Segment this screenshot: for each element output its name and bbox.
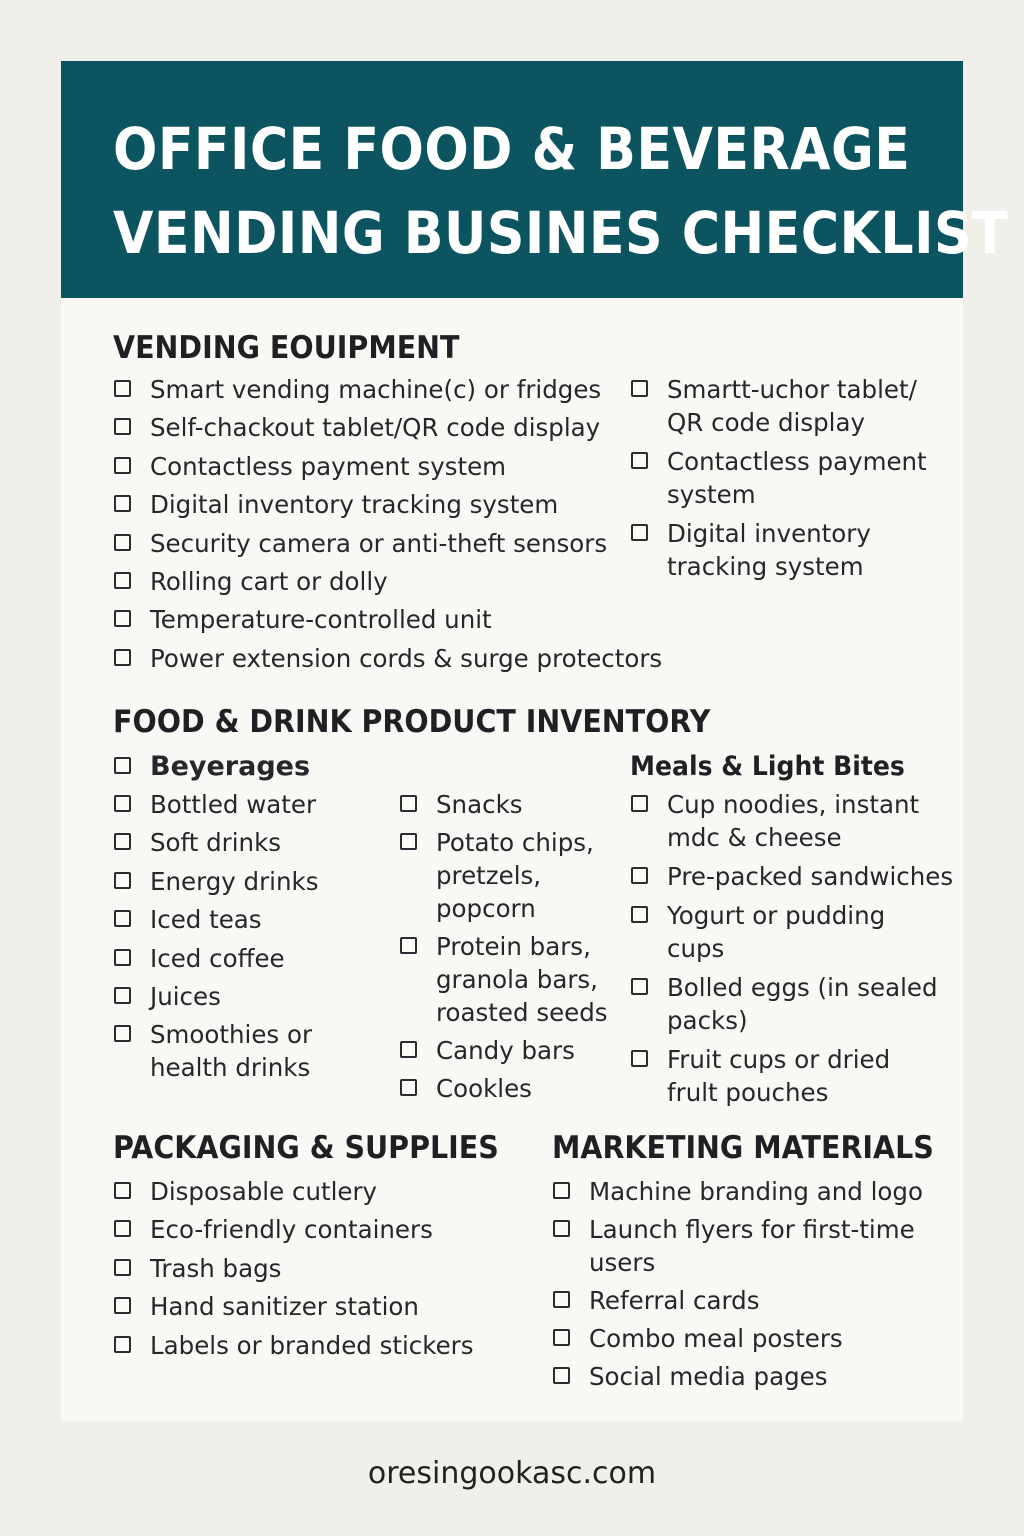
beverages-heading xyxy=(113,750,310,783)
checkbox[interactable] xyxy=(114,1182,131,1199)
checklist-item-label: Smart vending machine(c) or fridges xyxy=(150,375,602,404)
checklist-item-label: packs) xyxy=(667,1006,748,1035)
checklist-item-label: Protein bars, xyxy=(436,932,591,961)
checklist-item-label: popcorn xyxy=(436,894,536,923)
checkbox[interactable] xyxy=(553,1367,570,1384)
checklist-item-label: Yogurt or pudding xyxy=(667,901,886,930)
checklist-item-label: Soft drinks xyxy=(150,828,282,858)
checklist-item-label: Temperature-controlled unit xyxy=(150,605,492,635)
vending-equipment-list-secondary xyxy=(630,373,927,583)
checkbox[interactable] xyxy=(114,1025,131,1042)
checklist-item xyxy=(113,411,662,444)
checklist-item-label: Self-chackout tablet/QR code display xyxy=(150,413,601,443)
checklist-item xyxy=(113,826,318,859)
checklist-item xyxy=(552,1322,923,1355)
checklist-item xyxy=(113,980,318,1013)
checklist-item xyxy=(113,1252,474,1285)
section-title-vending-equipment: VENDING EOUIPMENT xyxy=(113,330,460,366)
checklist-item xyxy=(399,1034,608,1067)
checklist-item xyxy=(113,450,662,483)
vending-equipment-list xyxy=(113,373,662,675)
checklist-item-label: Digital inventory tracking system xyxy=(150,490,559,520)
checkbox[interactable] xyxy=(114,1336,131,1353)
checklist-item xyxy=(113,373,662,406)
checklist-item-label: Bolled eggs (in sealed xyxy=(667,973,938,1002)
checklist-item-label: Potato chips, xyxy=(436,828,594,857)
snacks-list xyxy=(399,788,608,1105)
checklist-item xyxy=(630,1043,953,1109)
meals-heading: Meals & Light Bites xyxy=(630,751,905,782)
checklist-item xyxy=(113,1018,318,1084)
checkbox[interactable] xyxy=(114,610,131,627)
checkbox[interactable] xyxy=(114,380,131,397)
checkbox[interactable] xyxy=(114,872,131,889)
checklist-item-label: pretzels, xyxy=(436,861,542,890)
checklist-item xyxy=(113,1329,474,1362)
checkbox[interactable] xyxy=(114,833,131,850)
title-banner xyxy=(61,61,1009,298)
checkbox[interactable] xyxy=(631,452,648,469)
checkbox[interactable] xyxy=(114,1220,131,1237)
checklist-item xyxy=(113,565,662,598)
title-line-1: OFFICE FOOD & BEVERAGE xyxy=(113,115,911,183)
checklist-item xyxy=(113,642,662,675)
checklist-item-label: Referral cards xyxy=(589,1286,760,1315)
checkbox[interactable] xyxy=(114,757,131,774)
checklist-item xyxy=(552,1175,923,1208)
checklist-item-label: Contactless payment system xyxy=(150,451,507,481)
checklist-item xyxy=(113,488,662,521)
checklist-item-label: Pre-packed sandwiches xyxy=(667,862,954,891)
website-footer: oresingookasc.com xyxy=(367,1456,657,1491)
checkbox[interactable] xyxy=(114,910,131,927)
checkbox[interactable] xyxy=(114,1259,131,1276)
checkbox[interactable] xyxy=(114,1297,131,1314)
checkbox[interactable] xyxy=(114,987,131,1004)
checklist-item xyxy=(113,750,310,783)
checkbox[interactable] xyxy=(631,524,648,541)
checklist-item-label: Beyerages xyxy=(150,751,311,782)
checklist-item-label: tracking system xyxy=(667,552,864,581)
checkbox[interactable] xyxy=(400,833,417,850)
checklist-item-label: Smoothies or xyxy=(150,1020,313,1050)
meals-list xyxy=(630,788,953,1109)
checklist-item-label: Launch flyers for first-time xyxy=(589,1215,915,1244)
checklist-item-label: Labels or branded stickers xyxy=(150,1330,474,1360)
checklist-item-label: health drinks xyxy=(150,1053,311,1083)
checklist-item-label: users xyxy=(589,1248,656,1277)
checkbox[interactable] xyxy=(114,795,131,812)
checklist-item-label: Candy bars xyxy=(436,1036,575,1065)
checklist-item xyxy=(630,899,953,965)
checklist-item xyxy=(399,1072,608,1105)
checklist-item-label: Snacks xyxy=(436,790,523,819)
checklist-item xyxy=(552,1284,923,1317)
checklist-item-label: Fruit cups or dried xyxy=(667,1045,891,1074)
checklist-item-label: granola bars, xyxy=(436,965,598,994)
checklist-item-label: Disposable cutlery xyxy=(150,1177,378,1206)
checkbox[interactable] xyxy=(114,649,131,666)
checklist-item-label: Iced teas xyxy=(150,905,262,935)
checklist-item-label: Bottled water xyxy=(150,790,317,819)
checkbox[interactable] xyxy=(631,906,648,923)
checklist-item xyxy=(113,1213,474,1246)
section-title-packaging: PACKAGING & SUPPLIES xyxy=(113,1130,499,1166)
checklist-item xyxy=(113,788,318,821)
checklist-item-label: system xyxy=(667,480,756,509)
checkbox[interactable] xyxy=(400,937,417,954)
checklist-item-label: Security camera or anti-theft sensors xyxy=(150,528,608,558)
checkbox[interactable] xyxy=(631,978,648,995)
checklist-item xyxy=(113,1175,474,1208)
checklist-item xyxy=(552,1360,923,1393)
checkbox[interactable] xyxy=(114,572,131,589)
checklist-item-label: Social media pages xyxy=(589,1362,828,1391)
checkbox[interactable] xyxy=(631,867,648,884)
checklist-item xyxy=(113,603,662,636)
checkbox[interactable] xyxy=(553,1291,570,1308)
checklist-item xyxy=(630,860,953,893)
checklist-item-label: Combo meal posters xyxy=(589,1324,843,1353)
checklist-item-label: Cookles xyxy=(436,1074,532,1103)
checklist-item-label: Juices xyxy=(150,981,221,1011)
checklist-item-label: QR code display xyxy=(667,408,865,437)
title-line-2: VENDING BUSINES CHECKLIST xyxy=(113,199,1009,267)
packaging-list xyxy=(113,1175,474,1362)
checklist-item-label: Iced coffee xyxy=(150,943,285,973)
checkbox[interactable] xyxy=(114,418,131,435)
checklist-item-label: Digital inventory xyxy=(667,519,871,548)
checkbox[interactable] xyxy=(114,457,131,474)
checkbox[interactable] xyxy=(631,380,648,397)
beverages-list xyxy=(113,788,318,1084)
checklist-item-label: Power extension cords & surge protectors xyxy=(150,643,663,673)
checkbox[interactable] xyxy=(114,949,131,966)
checklist-item xyxy=(630,517,927,583)
checklist-item-label: Cup noodies, instant xyxy=(667,790,920,819)
checklist-item xyxy=(399,930,608,1029)
checklist-item xyxy=(399,826,608,925)
checkbox[interactable] xyxy=(553,1220,570,1237)
checklist-item-label: Machine branding and logo xyxy=(589,1177,923,1206)
checkbox[interactable] xyxy=(114,534,131,551)
marketing-list xyxy=(552,1175,923,1393)
checklist-item xyxy=(113,942,318,975)
checkbox[interactable] xyxy=(114,495,131,512)
checkbox[interactable] xyxy=(400,1079,417,1096)
checklist-item-label: Rolling cart or dolly xyxy=(150,566,388,596)
checklist-item xyxy=(552,1213,923,1279)
checklist-item xyxy=(630,788,953,854)
checkbox[interactable] xyxy=(553,1329,570,1346)
checklist-item xyxy=(113,527,662,560)
checklist-item xyxy=(630,971,953,1037)
checklist-item-label: Energy drinks xyxy=(150,866,319,896)
checklist-item xyxy=(399,788,608,821)
checklist-item-label: Trash bags xyxy=(150,1253,282,1283)
checkbox[interactable] xyxy=(400,795,417,812)
checklist-item xyxy=(630,445,927,511)
checklist-item-label: cups xyxy=(667,934,725,963)
checklist-item-label: Contactless payment xyxy=(667,447,927,476)
checklist-item xyxy=(630,373,927,439)
checklist-item xyxy=(113,865,318,898)
checklist-item xyxy=(113,1290,474,1323)
checklist-item-label: Smartt-uchor tablet/ xyxy=(667,375,917,404)
checklist-item-label: Hand sanitizer station xyxy=(150,1292,419,1322)
checklist-item-label: frult pouches xyxy=(667,1078,829,1107)
checkbox[interactable] xyxy=(553,1182,570,1199)
checklist-item-label: Eco-friendly containers xyxy=(150,1215,433,1245)
checklist-item-label: roasted seeds xyxy=(436,998,608,1027)
checkbox[interactable] xyxy=(631,795,648,812)
checklist-item-label: mdc & cheese xyxy=(667,823,842,852)
checkbox[interactable] xyxy=(400,1041,417,1058)
section-title-marketing: MARKETING MATERIALS xyxy=(552,1130,934,1166)
checklist-item xyxy=(113,903,318,936)
section-title-food-inventory: FOOD & DRINK PRODUCT INVENTORY xyxy=(113,704,711,740)
checkbox[interactable] xyxy=(631,1050,648,1067)
